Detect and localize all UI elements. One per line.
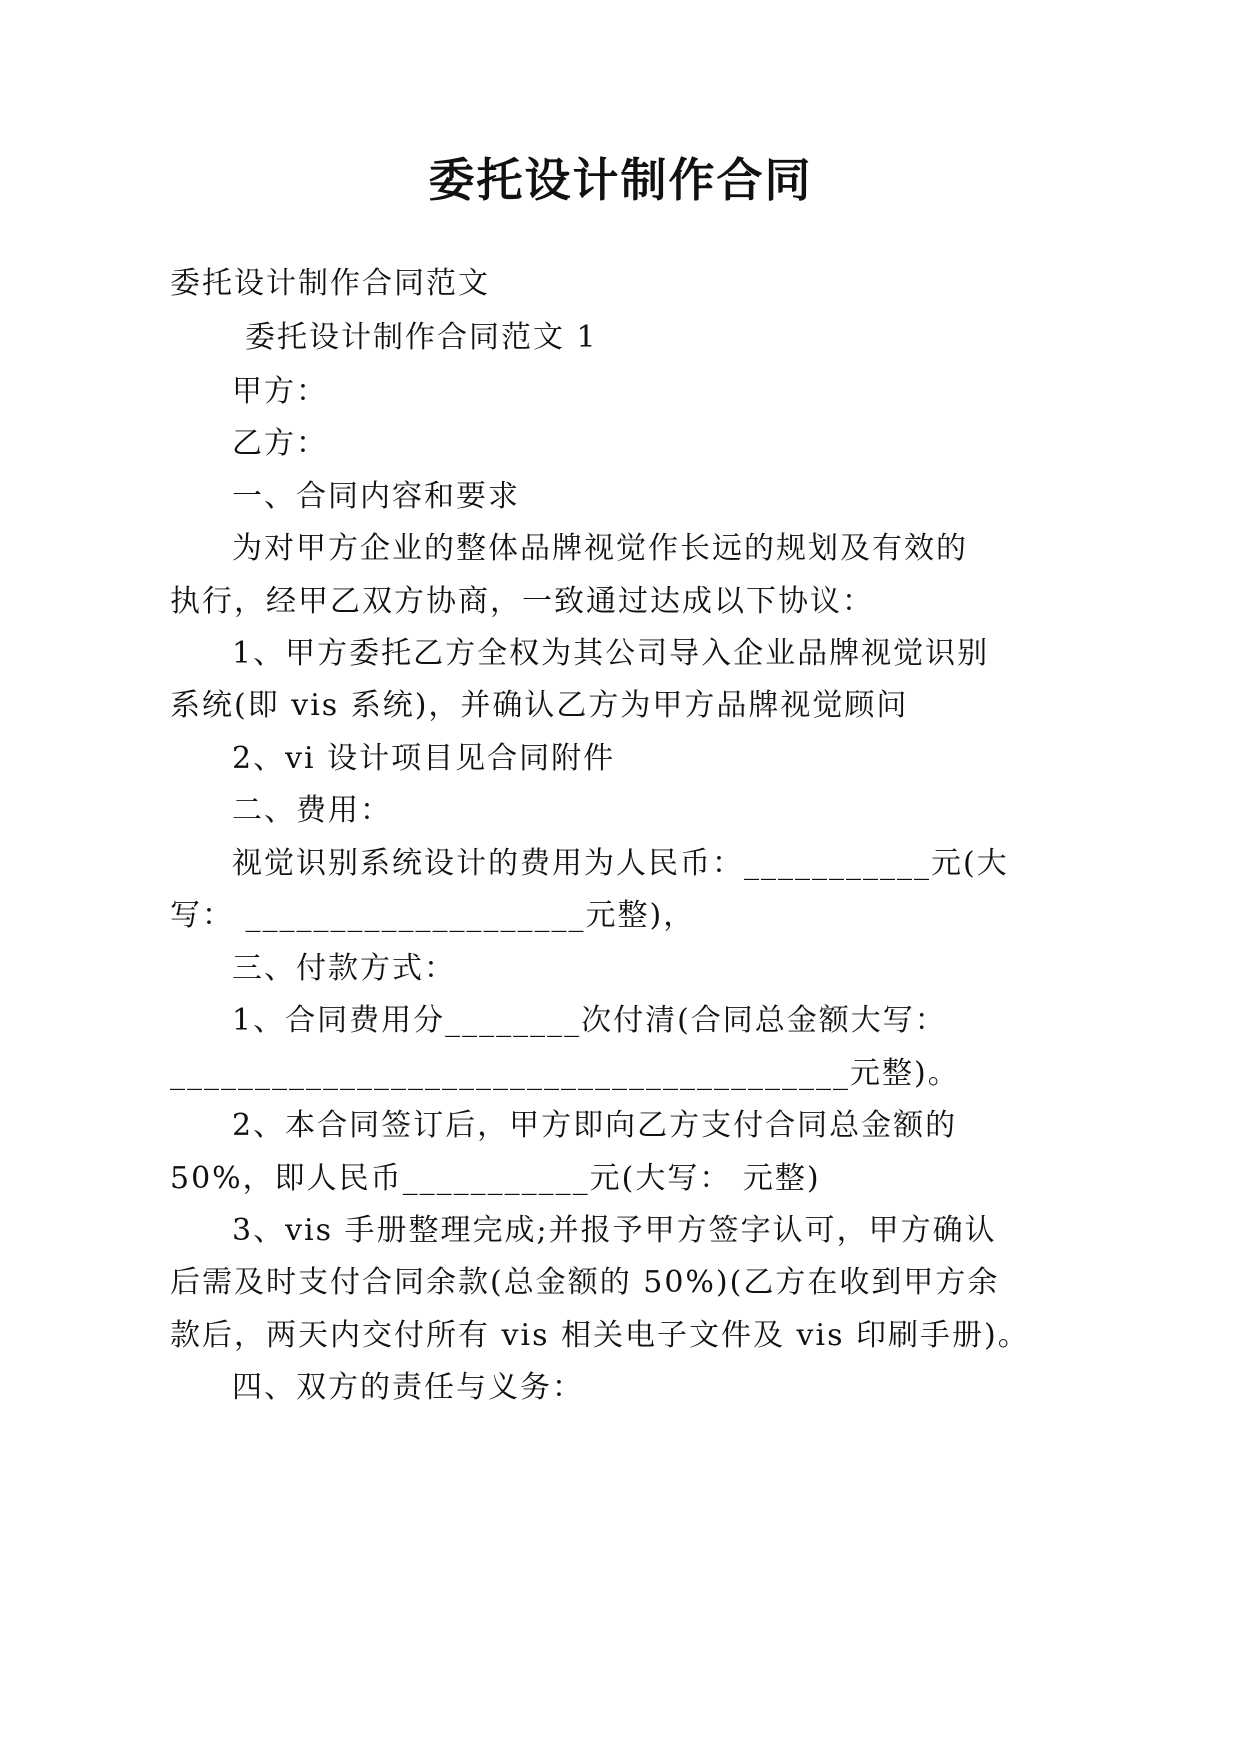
text-line: 系统(即 vis 系统)，并确认乙方为甲方品牌视觉顾问 — [170, 688, 909, 723]
text-line: 后需及时支付合同余款(总金额的 50%)(乙方在收到甲方余 — [170, 1265, 1000, 1300]
text-line: 写： ____________________元整)， — [170, 898, 696, 933]
text-line: 乙方： — [232, 426, 328, 461]
text-line: 二、费用： — [232, 793, 392, 828]
text-line: 款后，两天内交付所有 vis 相关电子文件及 vis 印刷手册)。 — [170, 1318, 1030, 1353]
text-line: 一、合同内容和要求 — [232, 479, 520, 514]
text-line: 1、甲方委托乙方全权为其公司导入企业品牌视觉识别 — [232, 636, 990, 671]
text-line: 1、合同费用分________次付清(合同总金额大写： — [232, 1003, 947, 1038]
text-line: 四、双方的责任与义务： — [232, 1370, 584, 1405]
text-line: ________________________________________元整)。 — [170, 1056, 960, 1091]
text-line: 委托设计制作合同范文 1 — [245, 320, 598, 355]
text-line: 2、vi 设计项目见合同附件 — [232, 741, 616, 776]
document-title: 委托设计制作合同 — [428, 153, 813, 207]
text-line: 3、vis 手册整理完成;并报予甲方签字认可，甲方确认 — [232, 1213, 997, 1248]
text-line: 委托设计制作合同范文 — [170, 266, 490, 301]
text-line: 三、付款方式： — [232, 951, 456, 986]
text-line: 50%，即人民币___________元(大写： 元整) — [170, 1161, 821, 1196]
text-line: 执行，经甲乙双方协商，一致通过达成以下协议： — [170, 584, 874, 619]
text-line: 为对甲方企业的整体品牌视觉作长远的规划及有效的 — [232, 531, 968, 566]
text-line: 视觉识别系统设计的费用为人民币：___________元(大 — [232, 846, 1009, 881]
text-line: 甲方： — [232, 374, 328, 409]
text-line: 2、本合同签订后，甲方即向乙方支付合同总金额的 — [232, 1108, 958, 1143]
